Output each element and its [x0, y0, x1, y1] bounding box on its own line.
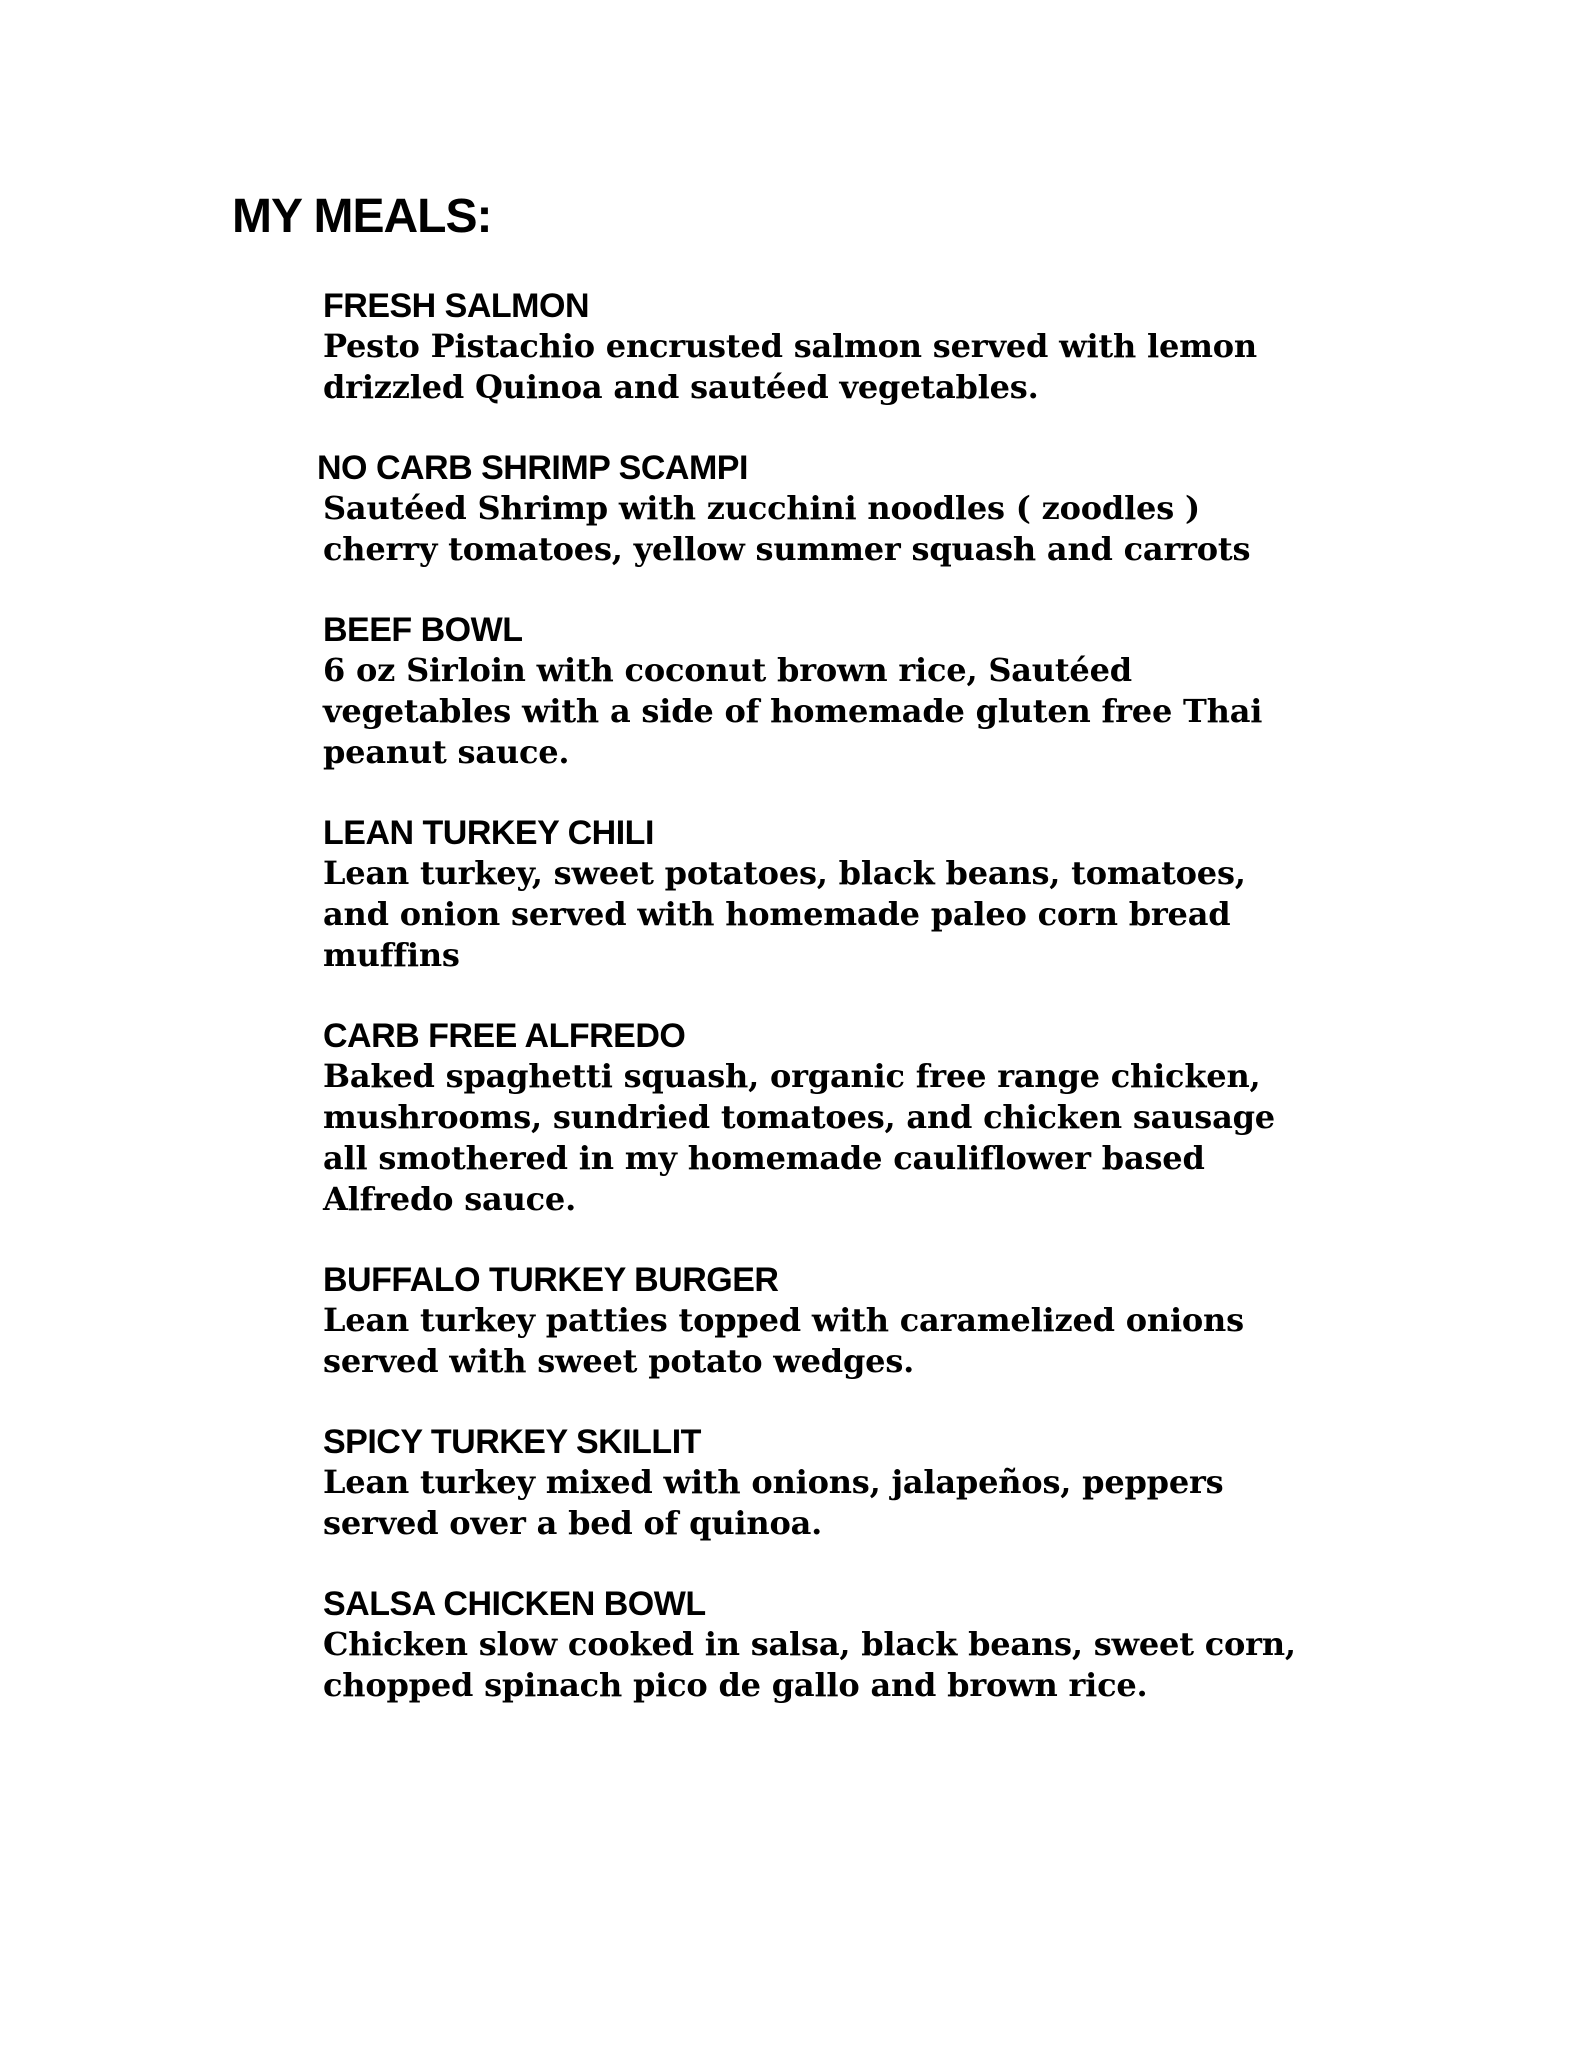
- meal-item-salsa-chicken-bowl: [323, 1584, 1443, 1706]
- meal-name: BUFFALO TURKEY BURGER: [323, 1261, 779, 1299]
- meal-description: Pesto Pistachio encrusted salmon served with lemon drizzled Quinoa and sautéed vegetables.: [323, 327, 1257, 406]
- meal-item-lean-turkey-chili: [323, 813, 1443, 976]
- meal-name: SALSA CHICKEN BOWL: [323, 1585, 706, 1623]
- meal-item-spicy-turkey-skillit: [323, 1422, 1443, 1544]
- meal-name: SPICY TURKEY SKILLIT: [323, 1423, 701, 1461]
- meal-item-buffalo-turkey-burger: [323, 1260, 1443, 1382]
- meal-item-fresh-salmon: [323, 286, 1443, 408]
- meal-description: Sautéed Shrimp with zucchini noodles ( zoodles ) cherry tomatoes, yellow summer squash and carrots: [323, 489, 1251, 568]
- meal-list: [317, 286, 1443, 1746]
- meal-description: 6 oz Sirloin with coconut brown rice, Sautéed vegetables with a side of homemade gluten free Thai peanut sauce.: [323, 651, 1263, 771]
- meal-item-carb-free-alfredo: [323, 1016, 1443, 1220]
- meal-description: Lean turkey patties topped with caramelized onions served with sweet potato wedges.: [323, 1301, 1244, 1380]
- meal-item-beef-bowl: [323, 610, 1443, 773]
- meal-description: Baked spaghetti squash, organic free range chicken, mushrooms, sundried tomatoes, and chicken sausage all smothered in my homemade cauliflower based Alfredo sauce.: [323, 1057, 1275, 1218]
- meal-name: FRESH SALMON: [323, 287, 589, 325]
- meal-name: NO CARB SHRIMP SCAMPI: [317, 449, 748, 487]
- meal-description: Lean turkey, sweet potatoes, black beans, tomatoes, and onion served with homemade paleo corn bread muffins: [323, 854, 1246, 974]
- meal-name: LEAN TURKEY CHILI: [323, 814, 654, 852]
- meal-name: BEEF BOWL: [323, 611, 523, 649]
- meal-item-no-carb-shrimp-scampi: [317, 448, 1443, 570]
- meal-name: CARB FREE ALFREDO: [323, 1017, 686, 1055]
- meal-description: Chicken slow cooked in salsa, black beans, sweet corn, chopped spinach pico de gallo and brown rice.: [323, 1625, 1296, 1704]
- meal-description: Lean turkey mixed with onions, jalapeños, peppers served over a bed of quinoa.: [323, 1463, 1224, 1542]
- page-title: MY MEALS:: [232, 190, 492, 243]
